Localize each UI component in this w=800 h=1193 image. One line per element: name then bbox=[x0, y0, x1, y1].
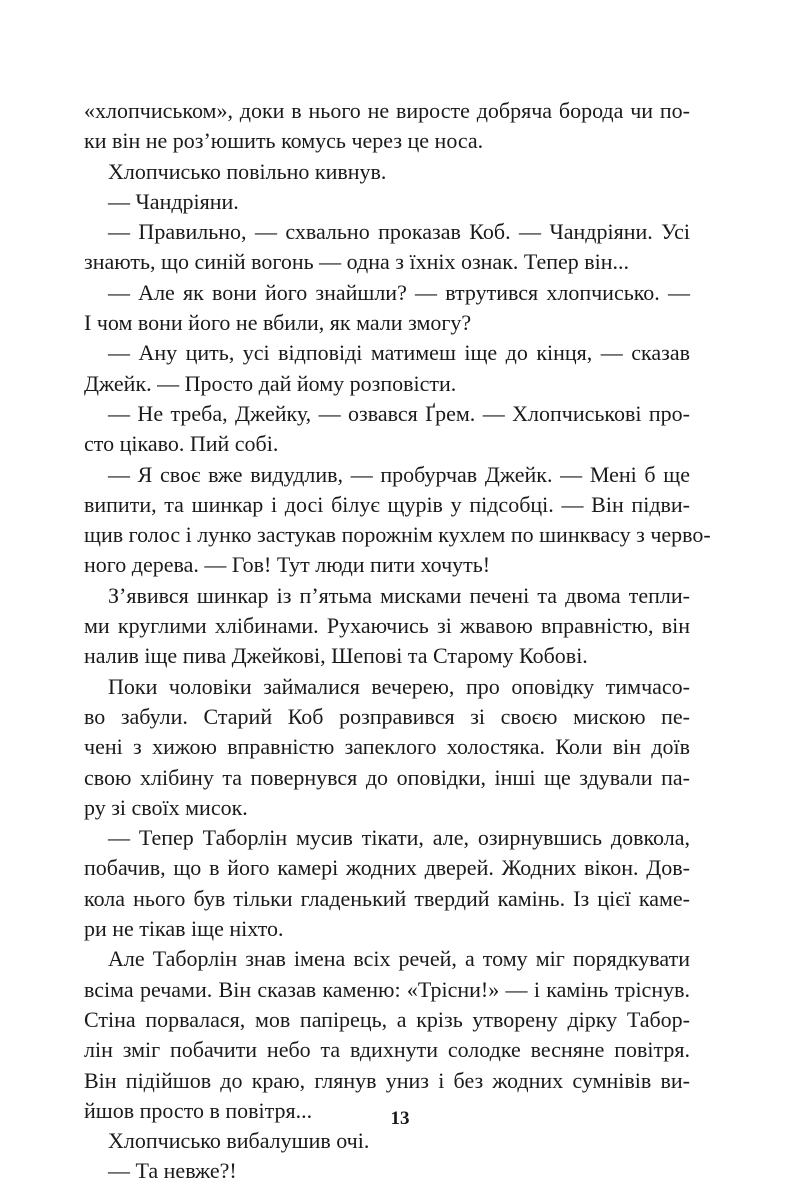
text-line: кола нього був тільки гладенький твердий камінь. Із цієї каме- bbox=[84, 885, 690, 911]
page-number: 13 bbox=[390, 1108, 410, 1129]
text-line: — Я своє вже видудлив, — пробурчав Джейк. — Мені б ще bbox=[108, 461, 690, 487]
text-line: І чом вони його не вбили, як мали змогу? bbox=[84, 310, 472, 336]
text-line: — Не треба, Джейку, — озвався Ґрем. — Хлопчиськові про- bbox=[108, 400, 690, 426]
text-line: щив голос і лунко застукав порожнім кухлем по шинквасу з черво- bbox=[84, 522, 711, 548]
text-line: ри не тікав іще ніхто. bbox=[84, 916, 284, 942]
text-line: чені з хижою вправністю запеклого холостяка. Коли він доїв bbox=[84, 734, 690, 760]
text-line: лін зміг побачити небо та вдихнути солодке весняне повітря. bbox=[84, 1037, 690, 1063]
text-line: Стіна порвалася, мов папірець, а крізь утворену дірку Табор- bbox=[84, 1006, 690, 1032]
text-line: ного дерева. — Гов! Тут люди пити хочуть! bbox=[84, 552, 491, 578]
text-line: Хлопчисько повільно кивнув. bbox=[108, 158, 387, 184]
text-line: Він підійшов до краю, глянув униз і без жодних сумнівів ви- bbox=[84, 1067, 690, 1093]
text-line: З’явився шинкар із п’ятьма мисками печені та двома тепли- bbox=[108, 582, 690, 608]
text-line: — Але як вони його знайшли? — втрутився хлопчисько. — bbox=[108, 279, 690, 305]
text-line: во забули. Старий Коб розправився зі своєю мискою пе- bbox=[84, 703, 690, 729]
text-line: ми круглими хлібинами. Рухаючись зі жвавою вправністю, він bbox=[84, 613, 690, 639]
text-line: — Та невже?! bbox=[108, 1158, 237, 1184]
text-line: — Правильно, — схвально проказав Коб. — Чандріяни. Усі bbox=[108, 219, 690, 245]
text-line: знають, що синій вогонь — одна з їхніх ознак. Тепер він... bbox=[84, 249, 630, 275]
text-line: — Тепер Таборлін мусив тікати, але, озирнувшись довкола, bbox=[108, 825, 690, 851]
text-line: свою хлібину та повернувся до оповідки, інші ще здували па- bbox=[84, 764, 690, 790]
text-line: «хлопчиськом», доки в нього не виросте добряча борода чи по- bbox=[84, 98, 690, 123]
text-line: всіма речами. Він сказав каменю: «Трісни!» — і камінь тріснув. bbox=[84, 976, 690, 1002]
text-line: Джейк. — Просто дай йому розповісти. bbox=[84, 370, 457, 396]
text-line: Хлопчисько вибалушив очі. bbox=[108, 1128, 370, 1154]
text-line: Поки чоловіки займалися вечерею, про оповідку тимчасо- bbox=[108, 673, 690, 699]
book-page-text bbox=[84, 96, 711, 1187]
text-line: — Чандріяни. bbox=[108, 188, 239, 214]
text-line: Але Таборлін знав імена всіх речей, а тому міг порядкувати bbox=[108, 946, 690, 972]
text-line: ки він не роз’юшить комусь через це носа. bbox=[84, 128, 484, 154]
text-line: — Ану цить, усі відповіді матимеш іще до кінця, — сказав bbox=[108, 340, 690, 366]
text-line: налив іще пива Джейкові, Шепові та Старому Кобові. bbox=[84, 643, 588, 669]
text-line: йшов просто в повітря... bbox=[84, 1097, 313, 1123]
text-line: сто цікаво. Пий собі. bbox=[84, 431, 279, 457]
text-line: побачив, що в його камері жодних дверей. Жодних вікон. Дов- bbox=[84, 855, 690, 881]
text-line: випити, та шинкар і досі білує щурів у підсобці. — Він підви- bbox=[84, 491, 690, 517]
text-line: ру зі своїх мисок. bbox=[84, 794, 248, 820]
